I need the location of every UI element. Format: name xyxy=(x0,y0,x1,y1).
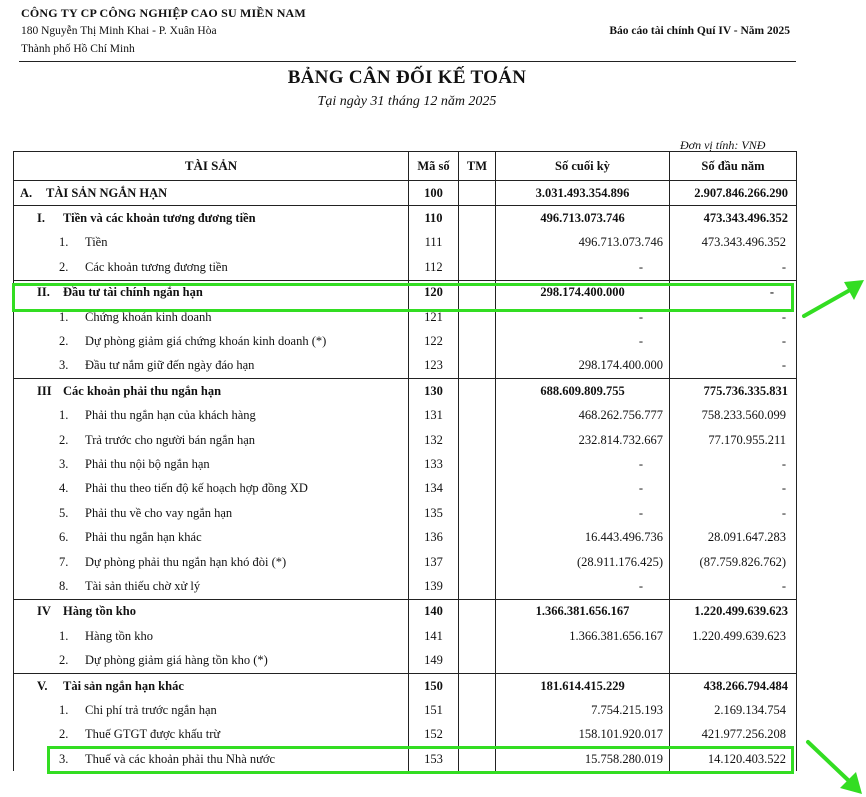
row-note xyxy=(459,624,496,648)
arrow-down-right-icon xyxy=(804,736,866,797)
row-label xyxy=(14,206,409,231)
row-code: 132 xyxy=(409,428,459,452)
row-end-value: - xyxy=(496,305,670,329)
row-code: 151 xyxy=(409,698,459,722)
row-label xyxy=(14,354,409,379)
row-end-value: 232.814.732.667 xyxy=(496,428,670,452)
row-label-text: Phải thu nội bộ ngắn hạn xyxy=(85,456,210,471)
table-row xyxy=(14,747,797,771)
row-code: 134 xyxy=(409,477,459,501)
row-number: 7. xyxy=(59,554,69,569)
row-begin-value: 1.220.499.639.623 xyxy=(670,624,797,648)
row-end-value xyxy=(496,648,670,673)
row-number: 3. xyxy=(59,456,69,471)
table-row xyxy=(14,428,797,452)
row-note xyxy=(459,181,496,206)
row-note xyxy=(459,698,496,722)
row-label xyxy=(14,599,409,624)
row-begin-value: 473.343.496.352 xyxy=(670,231,797,255)
row-code: 122 xyxy=(409,329,459,353)
header-divider xyxy=(19,61,796,62)
row-number: 1. xyxy=(59,309,69,324)
row-label xyxy=(14,673,409,698)
table-section-row xyxy=(14,181,797,206)
row-code: 136 xyxy=(409,525,459,549)
row-note xyxy=(459,354,496,379)
row-end-value: 3.031.493.354.896 xyxy=(496,181,670,206)
row-label-text: Đầu tư nắm giữ đến ngày đáo hạn xyxy=(85,358,255,373)
row-begin-value: 1.220.499.639.623 xyxy=(670,599,797,624)
row-number: IV xyxy=(37,604,51,619)
row-begin-value: (87.759.826.762) xyxy=(670,550,797,574)
row-label xyxy=(14,698,409,722)
table-row xyxy=(14,648,797,673)
row-label xyxy=(14,280,409,305)
company-address: 180 Nguyễn Thị Minh Khai - P. Xuân Hòa xyxy=(21,25,217,37)
row-label-text: Phải thu về cho vay ngắn hạn xyxy=(85,505,233,520)
row-end-value: - xyxy=(496,501,670,525)
row-begin-value: 2.907.846.266.290 xyxy=(670,181,797,206)
row-end-value: 1.366.381.656.167 xyxy=(496,599,670,624)
row-code: 110 xyxy=(409,206,459,231)
table-row xyxy=(14,574,797,599)
table-row xyxy=(14,501,797,525)
row-end-value: - xyxy=(496,452,670,476)
row-code: 121 xyxy=(409,305,459,329)
row-end-value: 496.713.073.746 xyxy=(496,206,670,231)
row-number: V. xyxy=(37,678,48,693)
row-label xyxy=(14,379,409,404)
row-label-text: Phải thu ngắn hạn khác xyxy=(85,530,202,545)
row-number: 3. xyxy=(59,751,69,766)
row-label-text: Trả trước cho người bán ngắn hạn xyxy=(85,432,256,447)
row-end-value: 688.609.809.755 xyxy=(496,379,670,404)
row-label xyxy=(14,181,409,206)
table-section-row xyxy=(14,379,797,404)
row-end-value: - xyxy=(496,574,670,599)
row-end-value: 158.101.920.017 xyxy=(496,723,670,747)
row-code: 149 xyxy=(409,648,459,673)
row-begin-value xyxy=(670,648,797,673)
row-number: A. xyxy=(20,185,33,200)
row-note xyxy=(459,501,496,525)
row-begin-value: - xyxy=(670,574,797,599)
row-number: 1. xyxy=(59,628,69,643)
row-begin-value: 14.120.403.522 xyxy=(670,747,797,771)
row-note xyxy=(459,452,496,476)
row-code: 100 xyxy=(409,181,459,206)
row-note xyxy=(459,525,496,549)
row-label xyxy=(14,477,409,501)
row-code: 135 xyxy=(409,501,459,525)
row-code: 153 xyxy=(409,747,459,771)
row-code: 123 xyxy=(409,354,459,379)
row-label-text: Các khoản phải thu ngắn hạn xyxy=(63,383,222,398)
row-end-value: (28.911.176.425) xyxy=(496,550,670,574)
row-code: 112 xyxy=(409,255,459,280)
row-begin-value: 77.170.955.211 xyxy=(670,428,797,452)
row-end-value: - xyxy=(496,329,670,353)
row-label-text: Dự phòng giảm giá hàng tồn kho (*) xyxy=(85,653,268,668)
row-note xyxy=(459,648,496,673)
col-header-end: Số cuối kỳ xyxy=(496,152,670,181)
row-code: 152 xyxy=(409,723,459,747)
row-label-text: Tài sản ngắn hạn khác xyxy=(63,678,184,693)
row-note xyxy=(459,599,496,624)
row-number: 2. xyxy=(59,432,69,447)
col-header-code: Mã số xyxy=(409,152,459,181)
row-begin-value: - xyxy=(670,452,797,476)
row-label xyxy=(14,428,409,452)
row-begin-value: 438.266.794.484 xyxy=(670,673,797,698)
row-code: 150 xyxy=(409,673,459,698)
row-end-value: 1.366.381.656.167 xyxy=(496,624,670,648)
report-label: Báo cáo tài chính Quí IV - Năm 2025 xyxy=(609,25,790,37)
row-end-value: - xyxy=(496,255,670,280)
row-label-text: Đầu tư tài chính ngắn hạn xyxy=(63,285,203,300)
row-note xyxy=(459,329,496,353)
row-code: 133 xyxy=(409,452,459,476)
row-number: 2. xyxy=(59,334,69,349)
row-label xyxy=(14,255,409,280)
row-label-text: Tiền và các khoản tương đương tiền xyxy=(63,211,256,226)
row-end-value: 15.758.280.019 xyxy=(496,747,670,771)
row-label xyxy=(14,231,409,255)
table-row xyxy=(14,329,797,353)
table-row xyxy=(14,723,797,747)
row-number: 1. xyxy=(59,235,69,250)
row-label xyxy=(14,501,409,525)
row-note xyxy=(459,255,496,280)
row-note xyxy=(459,574,496,599)
table-section-row xyxy=(14,280,797,305)
table-row xyxy=(14,231,797,255)
row-number: 8. xyxy=(59,578,69,593)
row-number: 2. xyxy=(59,653,69,668)
col-header-note: TM xyxy=(459,152,496,181)
row-label-text: Hàng tồn kho xyxy=(63,604,136,619)
table-row xyxy=(14,452,797,476)
row-begin-value: 473.343.496.352 xyxy=(670,206,797,231)
row-label-text: Chứng khoán kinh doanh xyxy=(85,309,212,324)
company-name: CÔNG TY CP CÔNG NGHIỆP CAO SU MIỀN NAM xyxy=(21,6,306,20)
table-row xyxy=(14,255,797,280)
company-city: Thành phố Hồ Chí Minh xyxy=(21,43,135,55)
row-end-value: 468.262.756.777 xyxy=(496,404,670,428)
row-note xyxy=(459,723,496,747)
table-section-row xyxy=(14,206,797,231)
row-code: 139 xyxy=(409,574,459,599)
row-begin-value: - xyxy=(670,501,797,525)
row-code: 130 xyxy=(409,379,459,404)
row-begin-value: 28.091.647.283 xyxy=(670,525,797,549)
row-code: 140 xyxy=(409,599,459,624)
row-begin-value: - xyxy=(670,329,797,353)
row-begin-value: 758.233.560.099 xyxy=(670,404,797,428)
row-number: 1. xyxy=(59,408,69,423)
table-header-row xyxy=(14,152,797,181)
row-end-value: - xyxy=(496,477,670,501)
page-title: BẢNG CÂN ĐỐI KẾ TOÁN xyxy=(287,67,527,88)
row-label xyxy=(14,624,409,648)
row-code: 131 xyxy=(409,404,459,428)
row-label xyxy=(14,452,409,476)
row-label-text: Các khoản tương đương tiền xyxy=(85,259,228,274)
currency-unit: Đơn vị tính: VNĐ xyxy=(680,138,766,152)
row-note xyxy=(459,379,496,404)
row-label xyxy=(14,404,409,428)
row-begin-value: 2.169.134.754 xyxy=(670,698,797,722)
row-begin-value: 421.977.256.208 xyxy=(670,723,797,747)
row-number: 3. xyxy=(59,358,69,373)
table-row xyxy=(14,354,797,379)
table-row xyxy=(14,477,797,501)
row-label-text: Chi phí trả trước ngắn hạn xyxy=(85,702,217,717)
balance-sheet-table xyxy=(13,151,797,771)
row-note xyxy=(459,428,496,452)
row-code: 137 xyxy=(409,550,459,574)
row-end-value: 181.614.415.229 xyxy=(496,673,670,698)
row-number: 2. xyxy=(59,259,69,274)
col-header-begin: Số đầu năm xyxy=(670,152,797,181)
row-end-value: 298.174.400.000 xyxy=(496,280,670,305)
row-label-text: TÀI SẢN NGẮN HẠN xyxy=(46,185,168,200)
row-label xyxy=(14,525,409,549)
row-label-text: Phải thu theo tiến độ kế hoạch hợp đồng XD xyxy=(85,481,308,496)
row-label xyxy=(14,329,409,353)
row-note xyxy=(459,231,496,255)
row-label-text: Phải thu ngắn hạn của khách hàng xyxy=(85,408,256,423)
table-row xyxy=(14,698,797,722)
row-label-text: Dự phòng phải thu ngắn hạn khó đòi (*) xyxy=(85,554,287,569)
col-header-asset: TÀI SẢN xyxy=(14,152,409,181)
row-number: III xyxy=(37,383,52,398)
row-code: 111 xyxy=(409,231,459,255)
row-begin-value: - xyxy=(670,280,797,305)
row-end-value: 496.713.073.746 xyxy=(496,231,670,255)
row-end-value: 16.443.496.736 xyxy=(496,525,670,549)
row-label-text: Tài sản thiếu chờ xử lý xyxy=(85,578,201,593)
row-number: 2. xyxy=(59,727,69,742)
row-number: II. xyxy=(37,285,50,300)
row-begin-value: - xyxy=(670,255,797,280)
row-number: 5. xyxy=(59,505,69,520)
row-label-text: Tiền xyxy=(85,235,108,250)
table-row xyxy=(14,305,797,329)
table-section-row xyxy=(14,599,797,624)
table-row xyxy=(14,624,797,648)
table-row xyxy=(14,550,797,574)
table-row xyxy=(14,525,797,549)
row-begin-value: 775.736.335.831 xyxy=(670,379,797,404)
row-label-text: Dự phòng giảm giá chứng khoán kinh doanh (*) xyxy=(85,334,327,349)
row-label xyxy=(14,648,409,673)
row-note xyxy=(459,550,496,574)
row-code: 120 xyxy=(409,280,459,305)
row-label-text: Thuế GTGT được khấu trừ xyxy=(85,727,221,742)
row-label xyxy=(14,550,409,574)
row-number: 1. xyxy=(59,702,69,717)
row-begin-value: - xyxy=(670,354,797,379)
row-label xyxy=(14,747,409,771)
table-row xyxy=(14,404,797,428)
row-label xyxy=(14,574,409,599)
row-note xyxy=(459,747,496,771)
row-number: I. xyxy=(37,211,45,226)
row-code: 141 xyxy=(409,624,459,648)
row-note xyxy=(459,673,496,698)
row-label-text: Thuế và các khoản phải thu Nhà nước xyxy=(85,751,276,766)
row-note xyxy=(459,206,496,231)
page-subtitle: Tại ngày 31 tháng 12 năm 2025 xyxy=(317,94,497,109)
row-label xyxy=(14,723,409,747)
row-begin-value: - xyxy=(670,305,797,329)
arrow-up-right-icon xyxy=(800,276,866,324)
row-number: 6. xyxy=(59,530,69,545)
table-section-row xyxy=(14,673,797,698)
row-label-text: Hàng tồn kho xyxy=(85,628,154,643)
row-note xyxy=(459,404,496,428)
row-number: 4. xyxy=(59,481,69,496)
row-begin-value: - xyxy=(670,477,797,501)
row-note xyxy=(459,305,496,329)
row-label xyxy=(14,305,409,329)
row-end-value: 7.754.215.193 xyxy=(496,698,670,722)
row-note xyxy=(459,280,496,305)
row-end-value: 298.174.400.000 xyxy=(496,354,670,379)
row-note xyxy=(459,477,496,501)
